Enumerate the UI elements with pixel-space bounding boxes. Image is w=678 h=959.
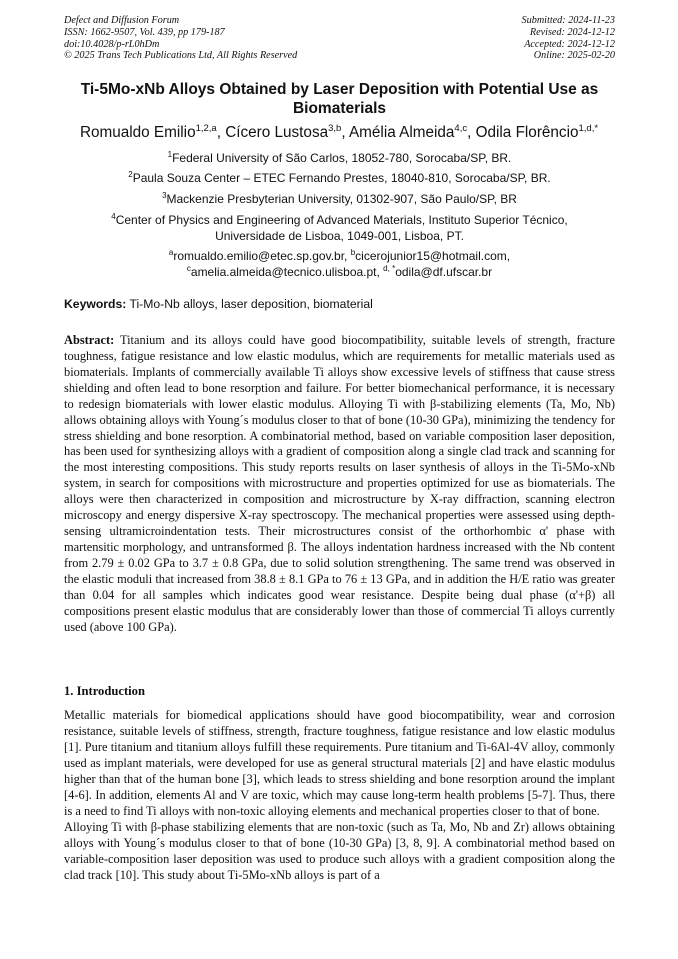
abstract: [64, 333, 615, 636]
online-date: Online: 2025-02-20: [533, 50, 615, 62]
affiliation-text: Mackenzie Presbyterian University, 01302-907, São Paulo/SP, BR: [166, 192, 517, 206]
introduction-body: [64, 707, 615, 883]
accepted-date: Accepted: 2024-12-12: [524, 38, 615, 50]
journal-issn: ISSN: 1662-9507, Vol. 439, pp 179-187: [64, 26, 225, 38]
email-sup: a: [168, 248, 174, 257]
affiliation-sup: 2: [128, 170, 133, 179]
author-name: Romualdo Emilio: [79, 124, 196, 141]
keywords-label: Keywords:: [64, 297, 127, 311]
paragraph: Alloying Ti with β-phase stabilizing elements that are non-toxic (such as Ta, Mo, Nb and Zr) allows obtaining alloys with Young´s modulus closer to that of bone (10-30 GPa) [3, 8, 9]. A combinatorial method based on variable-composition laser deposition was used to produce such alloys with a gradient composition along the clad track [10]. This study about Ti-5Mo-xNb alloys is part of a: [64, 820, 615, 882]
email-link[interactable]: cicerojunior15@hotmail.com,: [355, 249, 511, 263]
affiliation-4: [84, 212, 595, 244]
affiliation-sup: 3: [162, 191, 167, 200]
affiliation-text: Federal University of São Carlos, 18052-780, Sorocaba/SP, BR.: [172, 151, 512, 165]
keywords-text: Ti-Mo-Nb alloys, laser deposition, biomaterial: [126, 297, 373, 311]
abstract-text: Titanium and its alloys could have good biocompatibility, suitable levels of strength, fracture toughness, fatigue resistance and low elastic modulus, which are requirements for metallic materials used as biomaterials. Implants of commercially available Ti alloys show excessive levels of stiffness that cause stress shielding and often lead to bone resorption and failure. For better biomechanical performance, it is necessary to redesign biomaterials with lower elastic modulus. Alloying Ti with β-stabilizing elements (Ta, Mo, Nb) allows obtaining alloys with Young´s modulus closer to that of bone (10-30 GPa), minimizing the tendency for stress shielding and bone resorption. A combinatorial method, based on variable composition laser deposition, has been used for synthesizing alloys with a gradient of composition along a single clad track and scanning for the most interesting compositions. This study reports results on laser synthesis of alloys in the Ti-5Mo-xNb system, in search for compositions with microstructure and properties optimized for use as biomaterials. The alloys were then characterized in composition and microstructure by X-ray diffraction, scanning electron microscopy and energy dispersive X-ray spectroscopy. The mechanical properties were assessed using depth-sensing ultramicroindentation tests. Their microstructures consist of the orthorhombic α' phase with martensitic morphology, and untransformed β. The alloys indentation hardness increased with the Nb content from 2.79 ± 0.02 GPa to 3.7 ± 0.8 GPa, due to solid solution strengthening. The same trend was observed in the elastic moduli that increased from 38.8 ± 8.1 GPa to 76 ± 13 GPa, and in addition the H/E ratio was greater than 0.04 for all samples which indicates good wear resistance. Despite being dual phase (α'+β) all compositions present elastic modulus that are considerably lower than those of commercial Ti alloys currently used (above 100 GPa).: [64, 333, 615, 634]
dates-header: [522, 15, 615, 62]
email-sup: c: [186, 264, 191, 273]
revised-date: Revised: 2024-12-12: [529, 26, 615, 38]
affiliation-1: [64, 150, 615, 166]
submitted-date: Submitted: 2024-11-23: [521, 15, 615, 26]
email-sup: b: [350, 248, 356, 257]
paragraph: Metallic materials for biomedical applications should have good biocompatibility, wear and corrosion resistance, suitable levels of stiffness, strength, fracture toughness, fatigue resistance and low elastic modulus [1]. Pure titanium and titanium alloys fulfill these requirements. Pure titanium and Ti-6Al-4V alloy, commonly used as implant materials, were developed for use as general structural materials [2] and have elastic modulus higher than that of the human bone [3], which leads to stress shielding and bone resorption around the implant [4-6]. In addition, elements Al and V are toxic, which may cause long-term health problems [5-7]. Thus, there is a need to find Ti alloys with non-toxic alloying elements and mechanical properties closer to that of bone.: [64, 708, 615, 818]
email-link[interactable]: odila@df.ufscar.br: [395, 265, 493, 279]
affiliation-text: Center of Physics and Engineering of Advanced Materials, Instituto Superior Técnico, Universidade de Lisboa, 1049-001, Lisboa, PT.: [115, 213, 568, 243]
author-name: Amélia Almeida: [348, 124, 455, 141]
author-affiliation-sup: 3,b: [328, 122, 342, 134]
author-affiliation-sup: 1,2,a: [195, 122, 217, 134]
journal-header: [64, 15, 297, 62]
affiliation-3: [64, 191, 615, 207]
affiliation-sup: 4: [111, 212, 116, 221]
author-name: Odila Florêncio: [475, 124, 579, 141]
author-name: Cícero Lustosa: [225, 124, 329, 141]
copyright-line: © 2025 Trans Tech Publications Ltd, All Rights Reserved: [64, 50, 298, 62]
email-list: [124, 248, 555, 280]
email-link[interactable]: amelia.almeida@tecnico.ulisboa.pt,: [190, 265, 384, 279]
paper-title: Ti-5Mo-xNb Alloys Obtained by Laser Deposition with Potential Use as Biomaterials: [80, 81, 599, 117]
journal-name: Defect and Diffusion Forum: [64, 15, 180, 26]
author-affiliation-sup: 4,c: [454, 122, 468, 134]
author-separator: ,: [216, 124, 226, 141]
journal-doi[interactable]: doi:10.4028/p-rL0hDm: [64, 38, 160, 50]
affiliation-sup: 1: [167, 150, 173, 159]
author-separator: ,: [341, 124, 349, 141]
email-sup: d, *: [383, 264, 396, 273]
abstract-label: Abstract:: [64, 333, 115, 347]
author-affiliation-sup: 1,d,*: [578, 122, 599, 134]
email-link[interactable]: romualdo.emilio@etec.sp.gov.br,: [173, 249, 351, 263]
affiliation-text: Paula Souza Center – ETEC Fernando Prestes, 18040-810, Sorocaba/SP, BR.: [132, 171, 551, 185]
section-heading-introduction: 1. Introduction: [64, 684, 145, 698]
author-list: [40, 123, 638, 142]
affiliation-2: [64, 170, 615, 186]
keywords: [64, 296, 615, 312]
author-separator: ,: [467, 124, 476, 141]
